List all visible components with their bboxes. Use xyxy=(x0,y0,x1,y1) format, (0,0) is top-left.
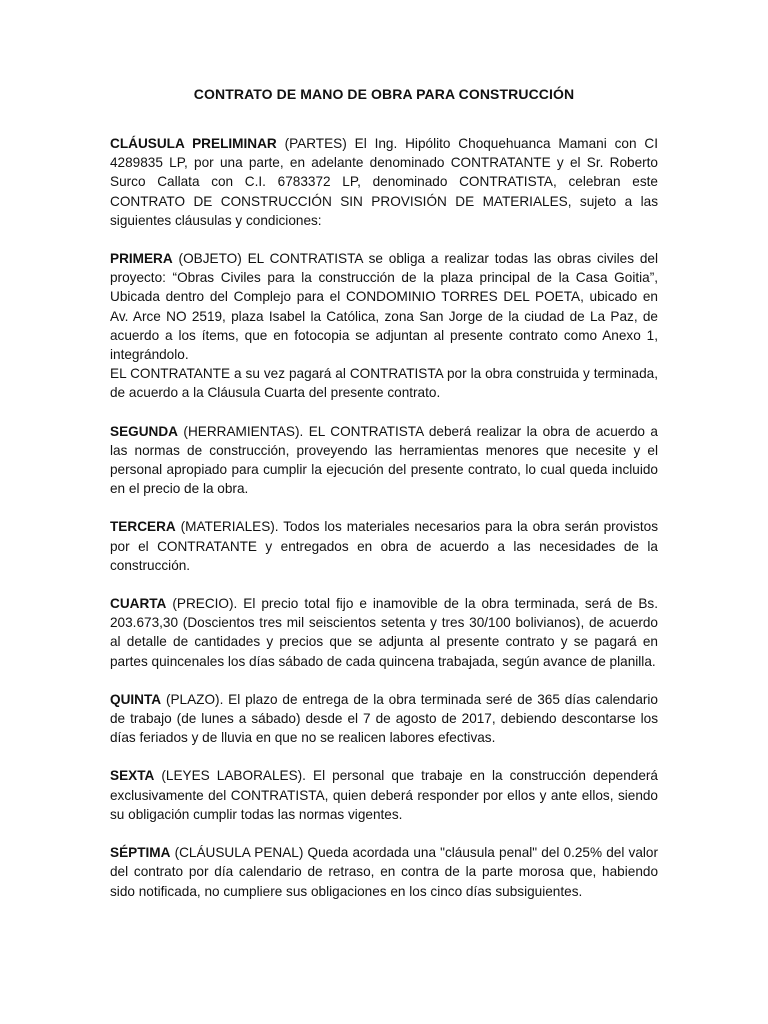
clause-primera xyxy=(110,249,658,364)
clause-primera-continuation: EL CONTRATANTE a su vez pagará al CONTRATISTA por la obra construida y terminada, de acuerdo a la Cláusula Cuarta del presente contrato. xyxy=(110,366,658,401)
clause-cuarta xyxy=(110,594,658,671)
clause-heading: QUINTA xyxy=(110,691,162,707)
document-title: CONTRATO DE MANO DE OBRA PARA CONSTRUCCIÓN xyxy=(193,86,575,102)
clause-heading: SEGUNDA xyxy=(110,423,178,439)
clause-text: (PLAZO). El plazo de entrega de la obra terminada seré de 365 días calendario de trabajo (de lunes a sábado) desde el 7 de agosto de 2017, debiendo descontarse los días feriados y de lluvia en que no se realicen labores efectivas. xyxy=(110,691,658,746)
clause-tercera xyxy=(110,517,658,575)
clause-text: (OBJETO) EL CONTRATISTA se obliga a realizar todas las obras civiles del proyecto: “Obras Civiles para la construcción de la plaza principal de la Casa Goitia”, Ubicada dentro del Complejo para el CONDOMINIO TORRES DEL POETA, ubicado en Av. Arce NO 2519, plaza Isabel la Católica, zona San Jorge de la ciudad de La Paz, de acuerdo a los ítems, que en fotocopia se adjuntan al presente contrato como Anexo 1, integrándolo. xyxy=(110,251,658,363)
clause-text: (MATERIALES). Todos los materiales necesarios para la obra serán provistos por el CONTRATANTE y entregados en obra de acuerdo a las necesidades de la construcción. xyxy=(110,519,658,573)
clause-heading: PRIMERA xyxy=(110,251,173,267)
clause-heading: SEXTA xyxy=(110,768,155,784)
clause-text: (HERRAMIENTAS). EL CONTRATISTA deberá realizar la obra de acuerdo a las normas de construcción, proveyendo las herramientas menores que necesite y el personal apropiado para cumplir la ejecución del presente contrato, lo cual queda incluido en el precio de la obra. xyxy=(110,423,658,497)
clause-text: (CLÁUSULA PENAL) Queda acordada una "cláusula penal" del 0.25% del valor del contrato por día calendario de retraso, en contra de la parte morosa que, habiendo sido notificada, no cumpliere sus obligaciones en los cinco días subsiguientes. xyxy=(110,845,658,899)
document-page xyxy=(110,84,658,901)
clause-preliminar xyxy=(110,134,658,230)
clause-heading: CLÁUSULA PRELIMINAR xyxy=(110,136,277,151)
clause-segunda xyxy=(110,422,658,499)
clause-quinta xyxy=(110,690,658,748)
clause-septima xyxy=(110,843,658,901)
clause-text: (PARTES) El Ing. Hipólito Choquehuanca Mamani con CI 4289835 LP, por una parte, en adelante denominado CONTRATANTE y el Sr. Roberto Surco Callata con C.I. 6783372 LP, denominado CONTRATISTA, celebran este CONTRATO DE CONSTRUCCIÓN SIN PROVISIÓN DE MATERIALES, sujeto a las siguientes cláusulas y condiciones: xyxy=(110,136,658,228)
clause-heading: TERCERA xyxy=(110,519,176,535)
clause-text: (PRECIO). El precio total fijo e inamovible de la obra terminada, será de Bs. 203.673,30 (Doscientos tres mil seiscientos setenta y tres 30/100 bolivianos), de acuerdo al detalle de cantidades y precios que se adjunta al presente contrato y se pagará en partes quincenales los días sábado de cada quincena trabajada, según avance de planilla. xyxy=(110,596,658,669)
clause-heading: CUARTA xyxy=(110,596,167,612)
clause-sexta xyxy=(110,766,658,824)
clause-text: (LEYES LABORALES). El personal que trabaje en la construcción dependerá exclusivamente del CONTRATISTA, quien deberá responder por ellos y ante ellos, siendo su obligación cumplir todas las normas vigentes. xyxy=(110,768,658,822)
clause-heading: SÉPTIMA xyxy=(110,845,171,861)
